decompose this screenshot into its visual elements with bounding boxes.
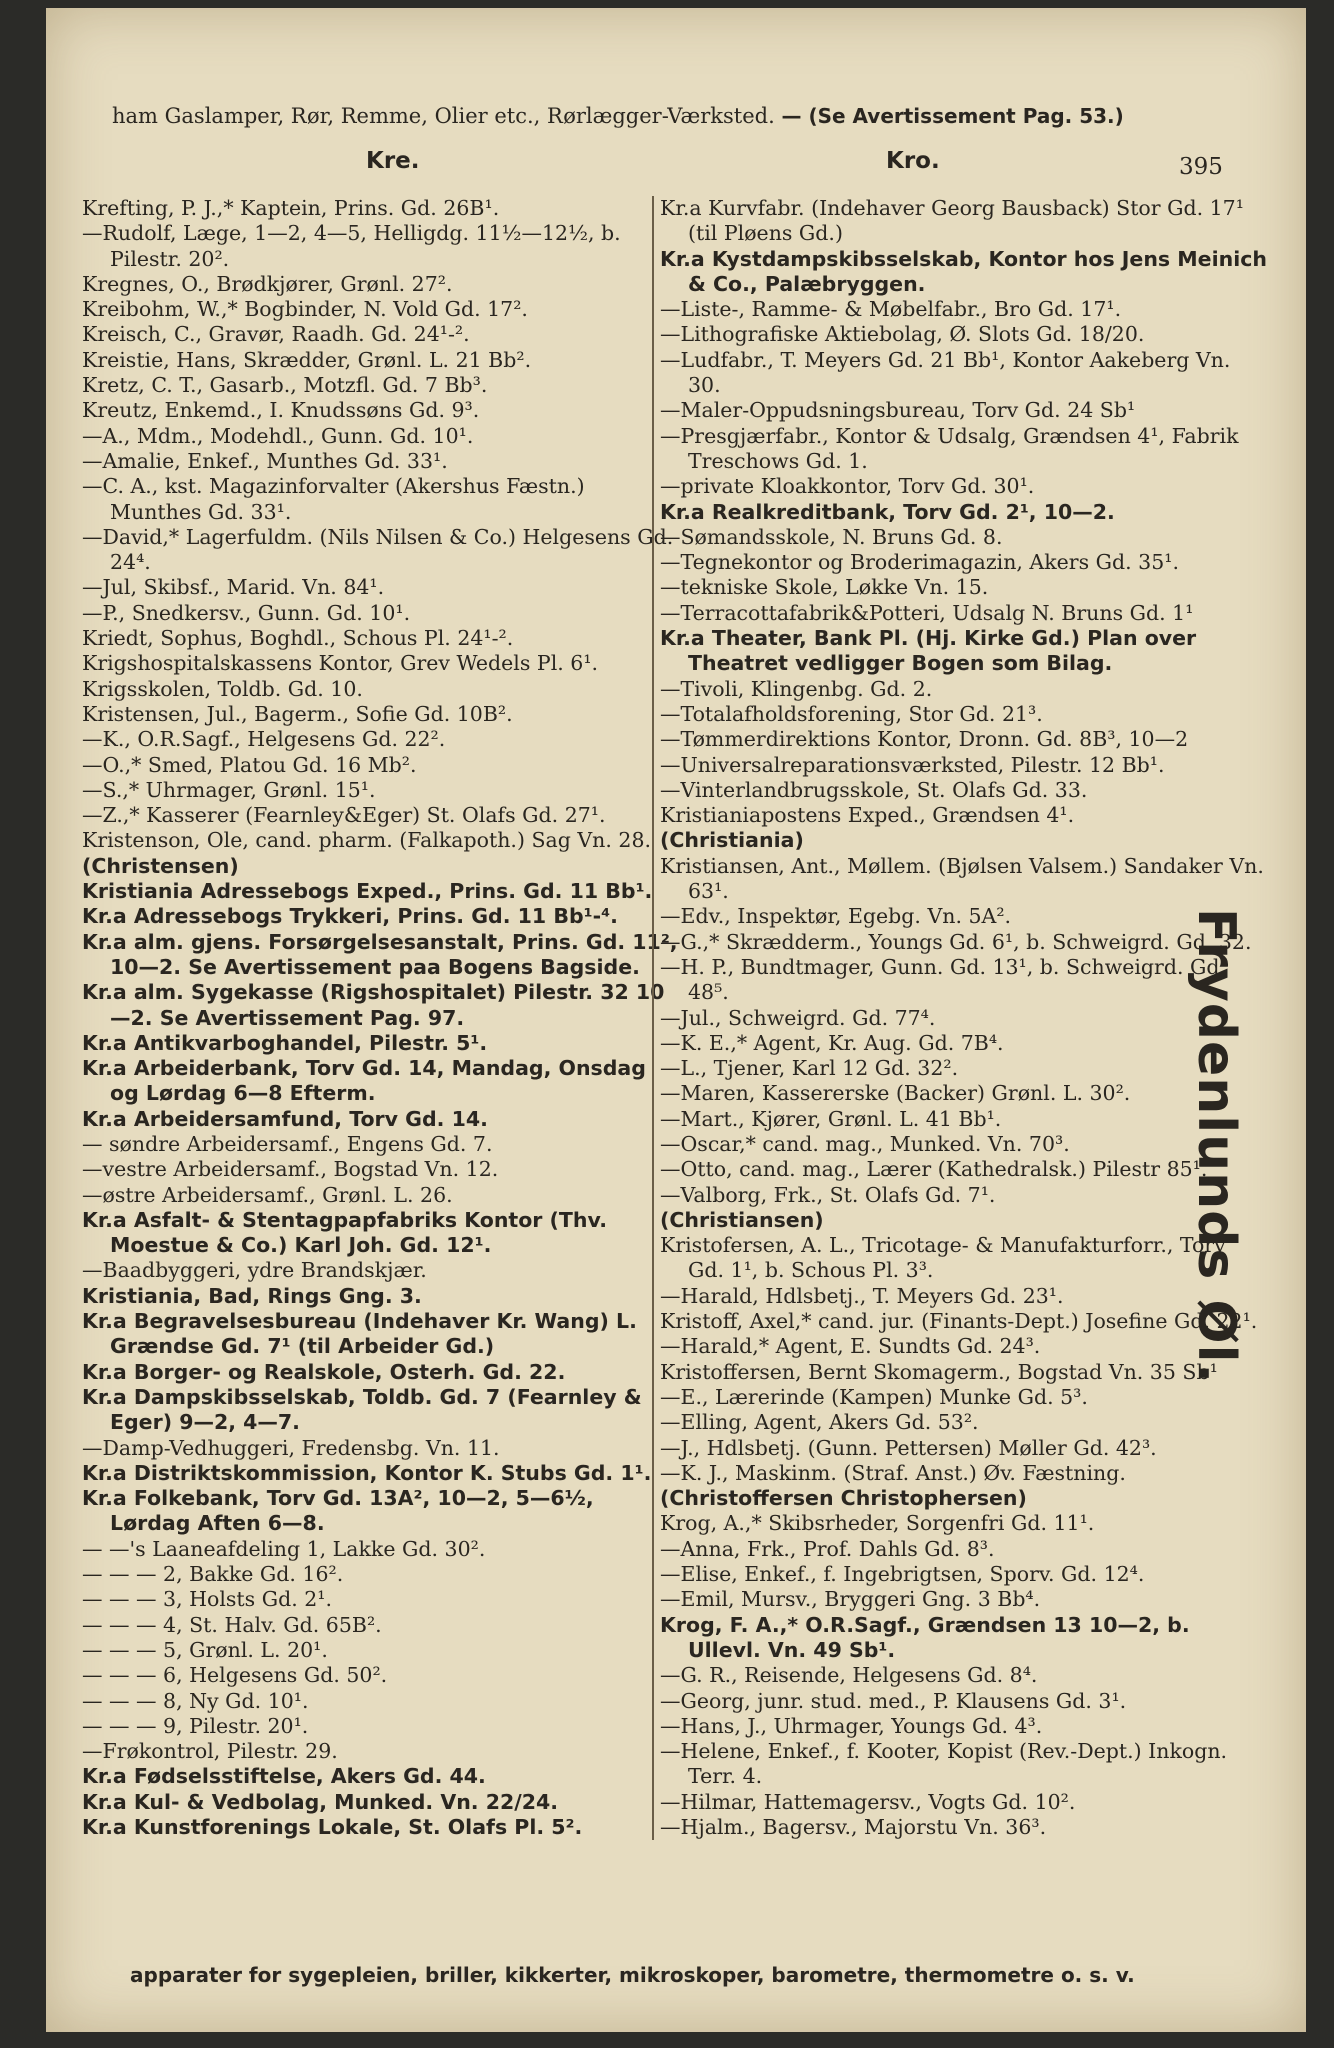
directory-entry: —Presgjærfabr., Kontor & Udsalg, Grændsen 4¹, Fabrik Treschows Gd. 1. bbox=[660, 423, 1239, 473]
directory-entry: — — — 4, St. Halv. Gd. 65B². bbox=[82, 1612, 382, 1637]
directory-entry: —S.,* Uhrmager, Grønl. 15¹. bbox=[82, 777, 376, 802]
directory-entry: Kristensen, Jul., Bagerm., Sofie Gd. 10B². bbox=[82, 701, 513, 726]
directory-entry: Kr.a Asfalt- & Stentagpapfabriks Kontor (Thv. Moestue & Co.) Karl Joh. Gd. 12¹. bbox=[82, 1207, 607, 1258]
top-ad-reference: — (Se Avertissement Pag. 53.) bbox=[781, 104, 1124, 128]
directory-entry: —G.,* Skrædderm., Youngs Gd. 6¹, b. Schweigrd. Gd. 32. bbox=[660, 929, 1252, 954]
directory-entry: —Jul., Schweigrd. Gd. 77⁴. bbox=[660, 1005, 936, 1030]
directory-entry: Kr.a Arbeiderbank, Torv Gd. 14, Mandag, Onsdag og Lørdag 6—8 Efterm. bbox=[82, 1056, 646, 1106]
directory-entry: Kr.a Adressebogs Trykkeri, Prins. Gd. 11 Bb¹-⁴. bbox=[82, 904, 618, 929]
directory-entry: Kr.a Folkebank, Torv Gd. 13A², 10—2, 5—6½, Lørdag Aften 6—8. bbox=[82, 1486, 594, 1536]
directory-entry: — — — 5, Grønl. L. 20¹. bbox=[82, 1637, 328, 1662]
directory-entry: Kreistie, Hans, Skrædder, Grønl. L. 21 Bb². bbox=[82, 347, 532, 372]
directory-entry: —Tivoli, Klingenbg. Gd. 2. bbox=[660, 676, 933, 701]
directory-entry: Kristiansen, Ant., Møllem. (Bjølsen Valsem.) Sandaker Vn. 63¹. bbox=[660, 853, 1264, 904]
bottom-advertisement: apparater for sygepleien, briller, kikkerter, mikroskoper, barometre, thermometre o. s. v. bbox=[130, 1963, 1135, 1987]
directory-entry: — — — 8, Ny Gd. 10¹. bbox=[82, 1688, 309, 1713]
directory-entry: Kr.a Kunstforenings Lokale, St. Olafs Pl. 5². bbox=[82, 1815, 583, 1839]
directory-entry: —P., Snedkersv., Gunn. Gd. 10¹. bbox=[82, 600, 411, 625]
directory-entry: —Georg, junr. stud. med., P. Klausens Gd. 3¹. bbox=[660, 1688, 1127, 1713]
directory-entry: —tekniske Skole, Løkke Vn. 15. bbox=[660, 575, 989, 600]
directory-entry: — — — 6, Helgesens Gd. 50². bbox=[82, 1663, 388, 1688]
directory-entry: —Totalafholdsforening, Stor Gd. 21³. bbox=[660, 701, 1043, 726]
directory-entry: —Helene, Enkef., f. Kooter, Kopist (Rev.-Dept.) Inkogn. Terr. 4. bbox=[660, 1739, 1228, 1789]
right-column bbox=[652, 196, 1268, 1840]
directory-entry: Kristoffersen, Bernt Skomagerm., Bogstad Vn. 35 Sb¹ bbox=[660, 1359, 1218, 1384]
directory-entry: —Universalreparationsværksted, Pilestr. 12 Bb¹. bbox=[660, 752, 1165, 777]
directory-entry: Kristiania Adressebogs Exped., Prins. Gd. 11 Bb¹. bbox=[82, 879, 653, 904]
directory-entry: (Christoffersen Christophersen) bbox=[660, 1486, 1027, 1511]
directory-entry: —Maler-Oppudsningsbureau, Torv Gd. 24 Sb¹ bbox=[660, 398, 1136, 423]
directory-entry: Kristiania, Bad, Rings Gng. 3. bbox=[82, 1283, 422, 1308]
directory-entry: —Jul, Skibsf., Marid. Vn. 84¹. bbox=[82, 575, 385, 600]
directory-entry: —Anna, Frk., Prof. Dahls Gd. 8³. bbox=[660, 1536, 995, 1561]
directory-entry: —Sømandsskole, N. Bruns Gd. 8. bbox=[660, 524, 1003, 549]
directory-entry: — —'s Laaneafdeling 1, Lakke Gd. 30². bbox=[82, 1536, 486, 1561]
directory-entry: Kr.a Borger- og Realskole, Osterh. Gd. 22. bbox=[82, 1359, 566, 1384]
directory-entry: —Otto, cand. mag., Lærer (Kathedralsk.) Pilestr 85¹. bbox=[660, 1157, 1208, 1182]
directory-entry: —Harald,* Agent, E. Sundts Gd. 24³. bbox=[660, 1334, 1041, 1359]
directory-entry: —J., Hdlsbetj. (Gunn. Pettersen) Møller Gd. 42³. bbox=[660, 1435, 1157, 1460]
directory-entry: —Mart., Kjører, Grønl. L. 41 Bb¹. bbox=[660, 1106, 1002, 1131]
directory-entry: —Tegnekontor og Broderimagazin, Akers Gd. 35¹. bbox=[660, 550, 1179, 575]
directory-entry: —Liste-, Ramme- & Møbelfabr., Bro Gd. 17¹. bbox=[660, 297, 1122, 322]
directory-entry: —Frøkontrol, Pilestr. 29. bbox=[82, 1739, 338, 1764]
directory-entry: —H. P., Bundtmager, Gunn. Gd. 13¹, b. Schweigrd. Gd. 48⁵. bbox=[660, 954, 1227, 1005]
left-column bbox=[82, 196, 678, 1840]
directory-entry: Krigsskolen, Toldb. Gd. 10. bbox=[82, 676, 363, 701]
directory-entry: —O.,* Smed, Platou Gd. 16 Mb². bbox=[82, 752, 417, 777]
directory-entry: Kr.a Distriktskommission, Kontor K. Stubs Gd. 1¹. bbox=[82, 1460, 652, 1485]
page-number: 395 bbox=[1179, 154, 1223, 180]
directory-entry: Kr.a Theater, Bank Pl. (Hj. Kirke Gd.) Plan over Theatret vedligger Bogen som Bilag. bbox=[660, 626, 1197, 676]
directory-entry: —Baadbyggeri, ydre Brandskjær. bbox=[82, 1258, 427, 1283]
directory-entry: —David,* Lagerfuldm. (Nils Nilsen & Co.) Helgesens Gd. 24⁴. bbox=[82, 524, 674, 575]
directory-entry: —østre Arbeidersamf., Grønl. L. 26. bbox=[82, 1182, 453, 1207]
directory-entry: Kr.a Kul- & Vedbolag, Munked. Vn. 22/24. bbox=[82, 1789, 559, 1814]
directory-entry: —Z.,* Kasserer (Fearnley&Eger) St. Olafs Gd. 27¹. bbox=[82, 803, 606, 828]
directory-entry: Krog, A.,* Skibsrheder, Sorgenfri Gd. 11¹. bbox=[660, 1511, 1095, 1536]
directory-entry: —C. A., kst. Magazinforvalter (Akershus Fæstn.) Munthes Gd. 33¹. bbox=[82, 474, 585, 524]
directory-entry: Kregnes, O., Brødkjører, Grønl. 27². bbox=[82, 271, 453, 296]
directory-entry: (Christiania) bbox=[660, 828, 804, 853]
directory-entry: Kr.a Realkreditbank, Torv Gd. 2¹, 10—2. bbox=[660, 499, 1115, 524]
directory-entry: —Edv., Inspektør, Egebg. Vn. 5A². bbox=[660, 904, 1012, 929]
directory-entry: —Harald, Hdlsbetj., T. Meyers Gd. 23¹. bbox=[660, 1283, 1064, 1308]
left-column-heading: Kre. bbox=[366, 148, 420, 174]
directory-entry: —Vinterlandbrugsskole, St. Olafs Gd. 33. bbox=[660, 777, 1088, 802]
directory-entry: —Oscar,* cand. mag., Munked. Vn. 70³. bbox=[660, 1131, 1070, 1156]
directory-entry: —vestre Arbeidersamf., Bogstad Vn. 12. bbox=[82, 1157, 499, 1182]
directory-entry: Kr.a Begravelsesbureau (Indehaver Kr. Wang) L. Grændse Gd. 7¹ (til Arbeider Gd.) bbox=[82, 1309, 637, 1359]
directory-entry: Kristianiapostens Exped., Grændsen 4¹. bbox=[660, 803, 1075, 828]
directory-entry: Kreutz, Enkemd., I. Knudssøns Gd. 9³. bbox=[82, 398, 480, 423]
directory-entry: Kristoff, Axel,* cand. jur. (Finants-Dept.) Josefine Gd. 22¹. bbox=[660, 1309, 1258, 1334]
directory-entry: Kristofersen, A. L., Tricotage- & Manufakturforr., Torv Gd. 1¹, b. Schous Pl. 3³. bbox=[660, 1233, 1226, 1283]
directory-entry: —L., Tjener, Karl 12 Gd. 32². bbox=[660, 1056, 959, 1081]
directory-entry: —Maren, Kassererske (Backer) Grønl. L. 30². bbox=[660, 1081, 1131, 1106]
directory-entry: —Ludfabr., T. Meyers Gd. 21 Bb¹, Kontor Aakeberg Vn. 30. bbox=[660, 347, 1231, 398]
directory-entry: Kr.a Kurvfabr. (Indehaver Georg Bausback) Stor Gd. 17¹ (til Pløens Gd.) bbox=[660, 196, 1244, 246]
top-advertisement bbox=[112, 104, 1262, 128]
directory-entry: —Elling, Agent, Akers Gd. 53². bbox=[660, 1410, 979, 1435]
directory-entry: Kr.a alm. Sygekasse (Rigshospitalet) Pilestr. 32 10—2. Se Avertissement Pag. 97. bbox=[82, 980, 665, 1030]
directory-entry: —Hilmar, Hattemagersv., Vogts Gd. 10². bbox=[660, 1789, 1076, 1814]
directory-entry: —K. E.,* Agent, Kr. Aug. Gd. 7B⁴. bbox=[660, 1030, 1004, 1055]
directory-entry: —Terracottafabrik&Potteri, Udsalg N. Bruns Gd. 1¹ bbox=[660, 600, 1194, 625]
directory-entry: — — — 2, Bakke Gd. 16². bbox=[82, 1562, 344, 1587]
directory-entry: Kr.a Fødselsstiftelse, Akers Gd. 44. bbox=[82, 1764, 486, 1789]
directory-entry: Kretz, C. T., Gasarb., Motzfl. Gd. 7 Bb³. bbox=[82, 373, 488, 398]
directory-entry: —K. J., Maskinm. (Straf. Anst.) Øv. Fæstning. bbox=[660, 1460, 1126, 1485]
directory-entry: Kr.a Dampskibsselskab, Toldb. Gd. 7 (Fearnley & Eger) 9—2, 4—7. bbox=[82, 1384, 642, 1435]
directory-entry: Kr.a Arbeidersamfund, Torv Gd. 14. bbox=[82, 1106, 488, 1131]
directory-entry: Kristenson, Ole, cand. pharm. (Falkapoth.) Sag Vn. 28. bbox=[82, 828, 652, 853]
directory-entry: Krefting, P. J.,* Kaptein, Prins. Gd. 26B¹. bbox=[82, 196, 500, 220]
directory-entry: —G. R., Reisende, Helgesens Gd. 8⁴. bbox=[660, 1663, 1038, 1688]
directory-entry: —Damp-Vedhuggeri, Fredensbg. Vn. 11. bbox=[82, 1435, 500, 1460]
directory-entry: Kr.a Antikvarboghandel, Pilestr. 5¹. bbox=[82, 1030, 488, 1055]
directory-entry: — — — 9, Pilestr. 20¹. bbox=[82, 1713, 309, 1738]
directory-entry: —A., Mdm., Modehdl., Gunn. Gd. 10¹. bbox=[82, 423, 474, 448]
directory-entry: —Hjalm., Bagersv., Majorstu Vn. 36³. bbox=[660, 1815, 1047, 1839]
directory-entry: —Amalie, Enkef., Munthes Gd. 33¹. bbox=[82, 448, 448, 473]
directory-entry: Kreibohm, W.,* Bogbinder, N. Vold Gd. 17². bbox=[82, 297, 528, 322]
directory-entry: Krigshospitalskassens Kontor, Grev Wedels Pl. 6¹. bbox=[82, 651, 599, 676]
directory-entry: —Hans, J., Uhrmager, Youngs Gd. 4³. bbox=[660, 1713, 1043, 1738]
directory-entry: Krog, F. A.,* O.R.Sagf., Grændsen 13 10—2, b. Ullevl. Vn. 49 Sb¹. bbox=[660, 1612, 1190, 1662]
directory-entry: —K., O.R.Sagf., Helgesens Gd. 22². bbox=[82, 727, 446, 752]
directory-entry: —Valborg, Frk., St. Olafs Gd. 7¹. bbox=[660, 1182, 996, 1207]
directory-entry: —E., Lærerinde (Kampen) Munke Gd. 5³. bbox=[660, 1384, 1088, 1409]
directory-entry: —Tømmerdirektions Kontor, Dronn. Gd. 8B³, 10—2 bbox=[660, 727, 1189, 752]
directory-entry: Kreisch, C., Gravør, Raadh. Gd. 24¹-². bbox=[82, 322, 470, 347]
side-advertisement: Frydenlunds Øl. bbox=[1186, 908, 1246, 1385]
right-column-heading: Kro. bbox=[886, 148, 940, 174]
top-ad-text: ham Gaslamper, Rør, Remme, Olier etc., Rørlægger-Værksted. bbox=[112, 104, 775, 128]
directory-entry: — — — 3, Holsts Gd. 2¹. bbox=[82, 1587, 333, 1612]
directory-entry: —Emil, Mursv., Bryggeri Gng. 3 Bb⁴. bbox=[660, 1587, 1041, 1612]
directory-entry: Kriedt, Sophus, Boghdl., Schous Pl. 24¹-². bbox=[82, 626, 514, 651]
directory-entry: Kr.a alm. gjens. Forsørgelsesanstalt, Prins. Gd. 11², 10—2. Se Avertissement paa Bogens Bagside. bbox=[82, 929, 678, 979]
directory-entry: —Rudolf, Læge, 1—2, 4—5, Helligdg. 11½—12½, b. Pilestr. 20². bbox=[82, 221, 621, 271]
directory-entry: —Lithografiske Aktiebolag, Ø. Slots Gd. 18/20. bbox=[660, 322, 1145, 347]
directory-entry: (Christensen) bbox=[82, 853, 239, 878]
directory-page bbox=[46, 8, 1306, 2032]
directory-entry: — søndre Arbeidersamf., Engens Gd. 7. bbox=[82, 1131, 493, 1156]
directory-entry: (Christiansen) bbox=[660, 1207, 824, 1232]
directory-entry: —Elise, Enkef., f. Ingebrigtsen, Sporv. Gd. 12⁴. bbox=[660, 1562, 1145, 1587]
directory-entry: —private Kloakkontor, Torv Gd. 30¹. bbox=[660, 474, 1035, 499]
directory-entry: Kr.a Kystdampskibsselskab, Kontor hos Jens Meinich & Co., Palæbryggen. bbox=[660, 246, 1267, 296]
